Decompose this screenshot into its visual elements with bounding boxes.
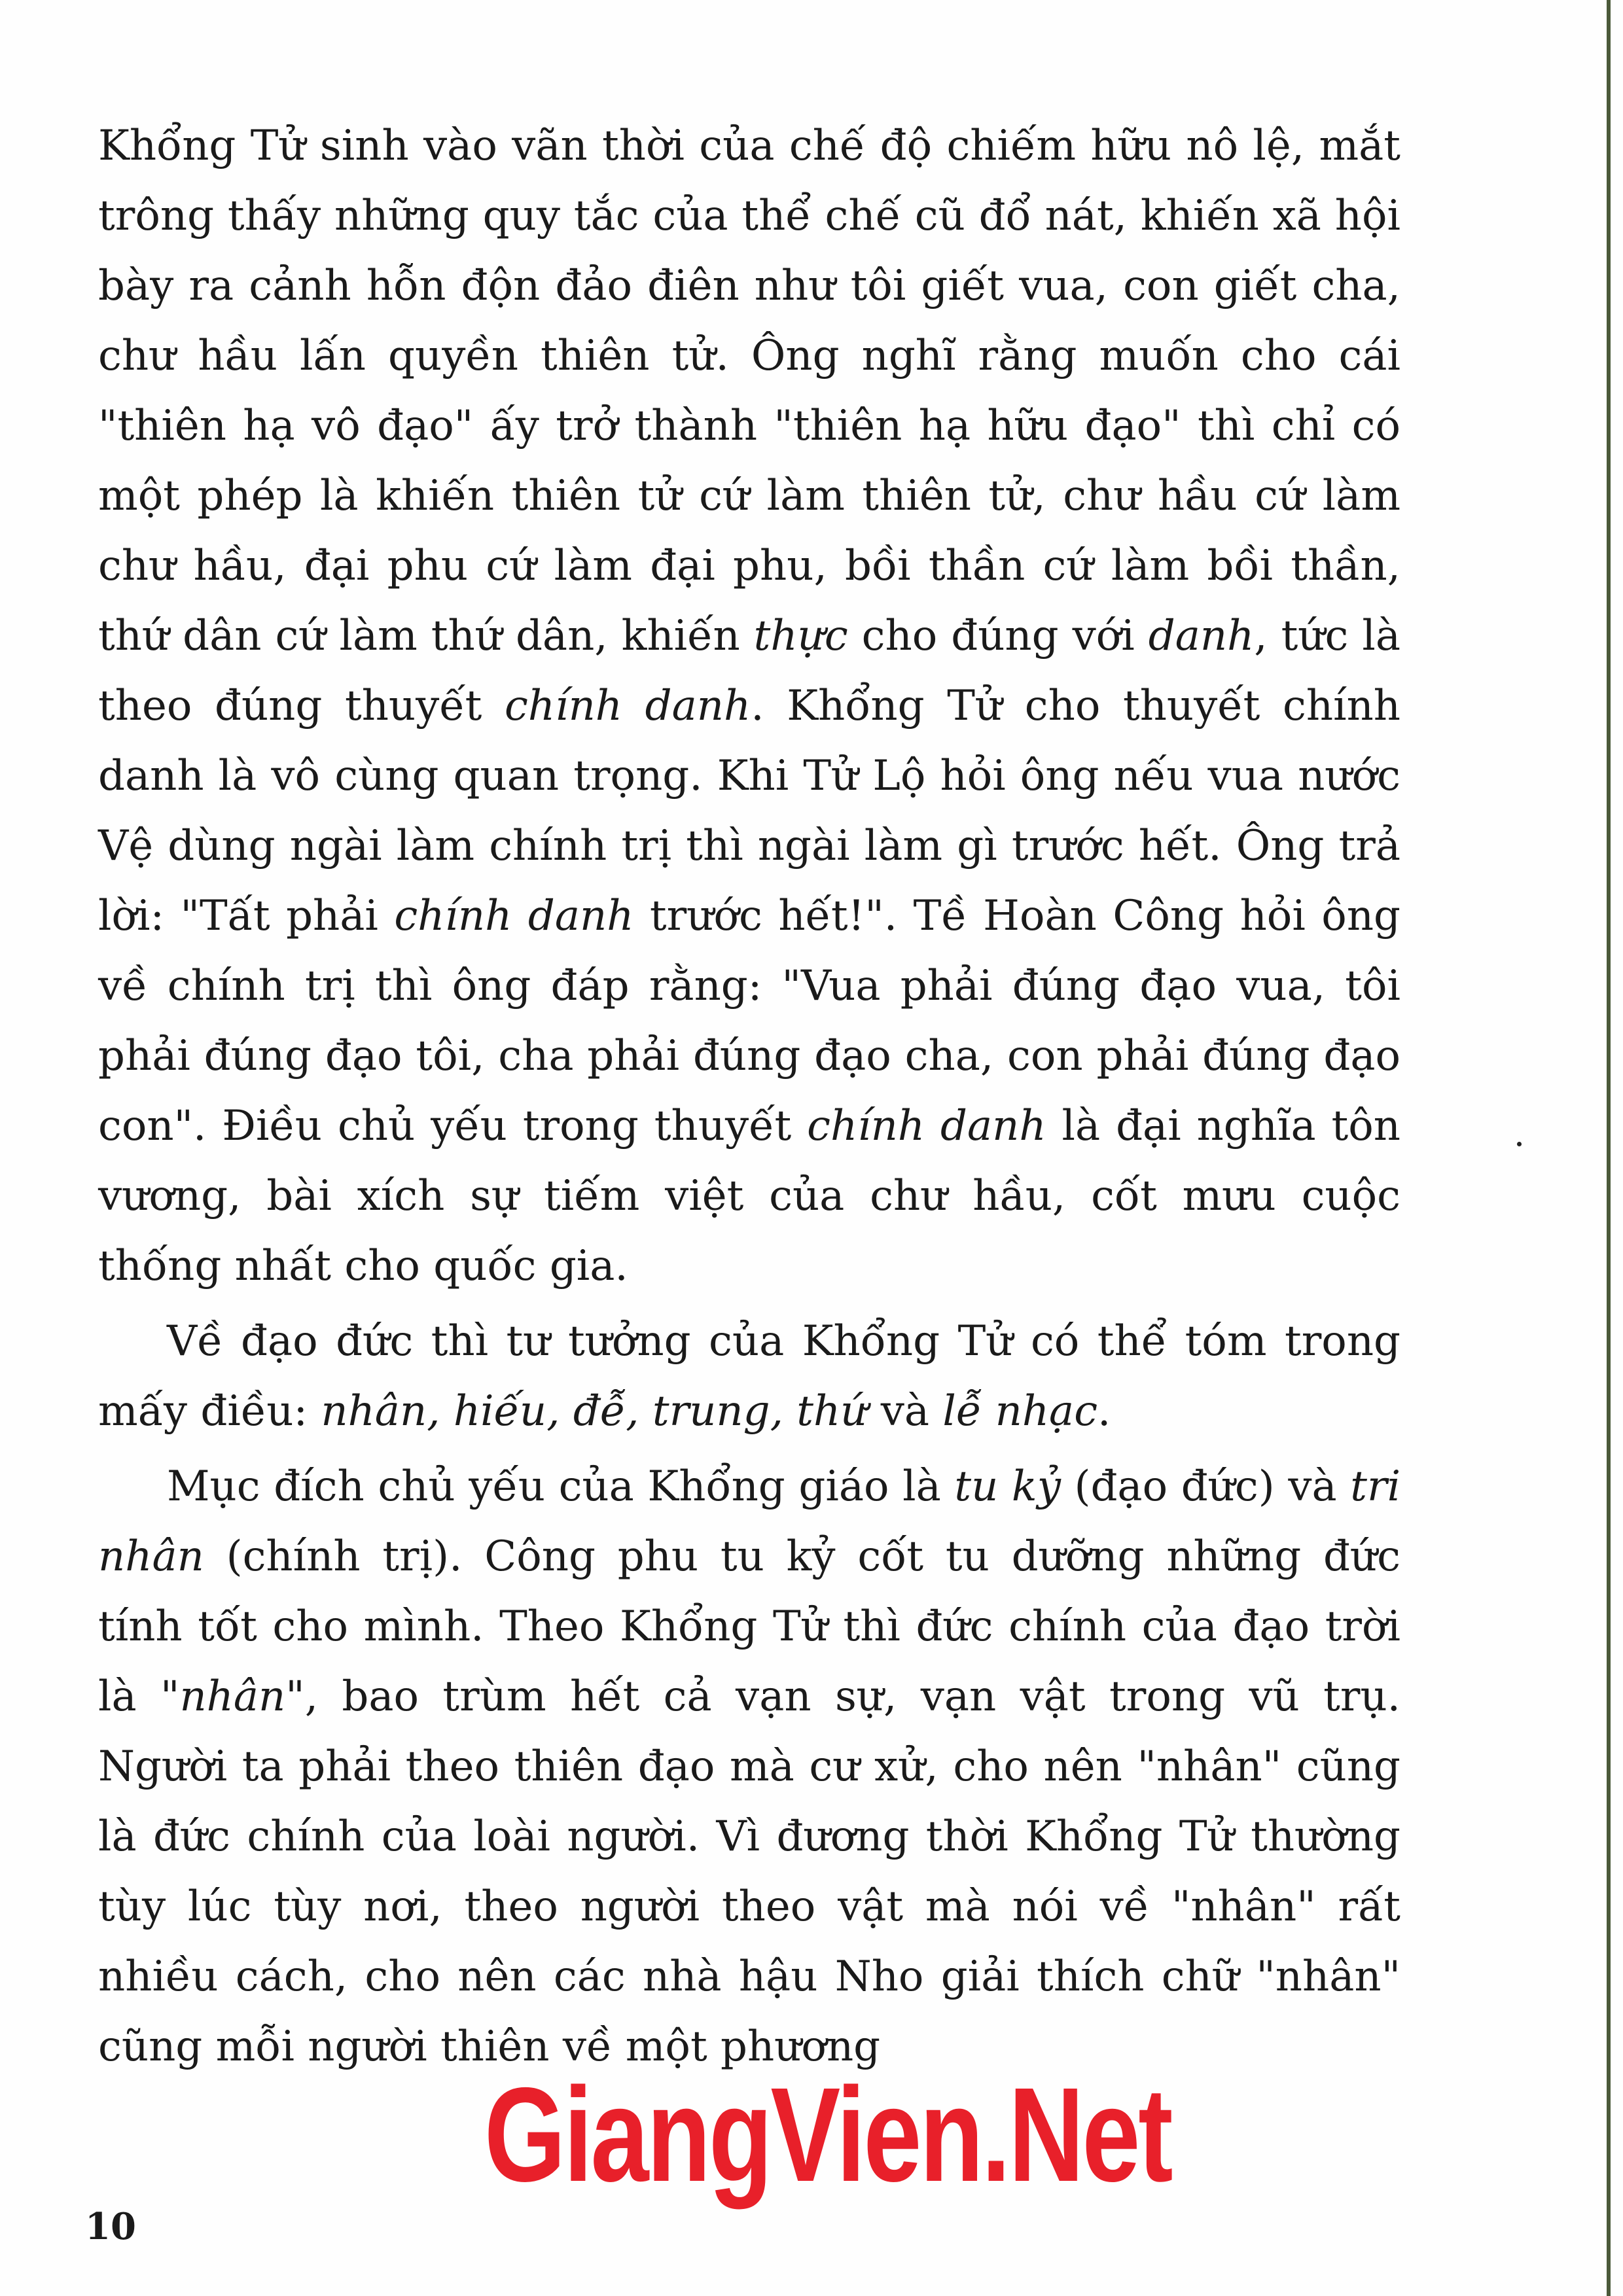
paragraph-1 bbox=[98, 111, 1400, 1301]
italic-term: chính danh bbox=[394, 892, 634, 940]
text-run: Về đạo đức thì tư tưởng của Khổng Tử có thể tóm trong mấy điều: bbox=[98, 1317, 1400, 1436]
text-run: trước hết!". Tề Hoàn Công hỏi ông về chính trị thì ông đáp rằng: "Vua phải đúng đạo vua, tôi phải đúng đạo tôi, cha phải đúng đạo cha, con phải đúng đạo con". Điều chủ yếu trong thuyết bbox=[98, 892, 1401, 1150]
scan-speck bbox=[1517, 1142, 1522, 1146]
text-run: cho đúng với bbox=[847, 612, 1149, 660]
text-run: . bbox=[1097, 1387, 1111, 1436]
text-run: và bbox=[867, 1387, 943, 1436]
watermark-logo: GiangVien.Net bbox=[484, 2060, 1171, 2210]
page-number: 10 bbox=[85, 2205, 136, 2248]
paragraph-3 bbox=[98, 1452, 1400, 2082]
text-run: . Khổng Tử cho thuyết chính danh là vô cùng quan trọng. Khi Tử Lộ hỏi ông nếu vua nước Vệ dùng ngài làm chính trị thì ngài làm gì trước hết. Ông trả lời: "Tất phải bbox=[98, 682, 1401, 940]
italic-term: tri nhân bbox=[98, 1462, 1401, 1581]
body-text bbox=[98, 111, 1400, 2082]
text-run: , tức là theo đúng thuyết bbox=[98, 612, 1401, 730]
italic-term: tu kỷ bbox=[954, 1462, 1061, 1511]
italic-term: nhân, hiếu, đễ, trung, thứ bbox=[321, 1387, 868, 1436]
italic-term: chính danh bbox=[505, 682, 751, 730]
text-run: ", bao trùm hết cả vạn sự, vạn vật trong vũ trụ. Người ta phải theo thiên đạo mà cư xử, cho nên "nhân" cũng là đức chính của loài người. Vì đương thời Khổng Tử thường tùy lúc tùy nơi, theo người theo vật mà nói về "nhân" rất nhiều cách, cho nên các nhà hậu Nho giải thích chữ "nhân" cũng mỗi người thiên về một phương bbox=[98, 1672, 1401, 2071]
italic-term: thực bbox=[753, 612, 848, 660]
italic-term: nhân bbox=[179, 1672, 286, 1721]
text-run: (chính trị). Công phu tu kỷ cốt tu dưỡng những đức tính tốt cho mình. Theo Khổng Tử thì đức chính của đạo trời là " bbox=[98, 1532, 1400, 1721]
text-run: là đại nghĩa tôn vương, bài xích sự tiếm việt của chư hầu, cốt mưu cuộc thống nhất cho quốc gia. bbox=[98, 1102, 1401, 1290]
italic-term: lễ nhạc bbox=[942, 1387, 1098, 1436]
text-run: (đạo đức) và bbox=[1060, 1462, 1351, 1511]
italic-term: chính danh bbox=[807, 1102, 1046, 1150]
text-run: Khổng Tử sinh vào vãn thời của chế độ chiếm hữu nô lệ, mắt trông thấy những quy tắc của thể chế cũ đổ nát, khiến xã hội bày ra cảnh hỗn độn đảo điên như tôi giết vua, con giết cha, chư hầu lấn quyền thiên tử. Ông nghĩ rằng muốn cho cái "thiên hạ vô đạo" ấy trở thành "thiên hạ hữu đạo" thì chỉ có một phép là khiến thiên tử cứ làm thiên tử, chư hầu cứ làm chư hầu, đại phu cứ làm đại phu, bồi thần cứ làm bồi thần, thứ dân cứ làm thứ dân, khiến bbox=[98, 122, 1400, 660]
text-run: Mục đích chủ yếu của Khổng giáo là bbox=[167, 1462, 955, 1511]
paragraph-2 bbox=[98, 1307, 1400, 1447]
italic-term: danh bbox=[1148, 612, 1255, 660]
page-edge-line bbox=[1607, 0, 1611, 2296]
